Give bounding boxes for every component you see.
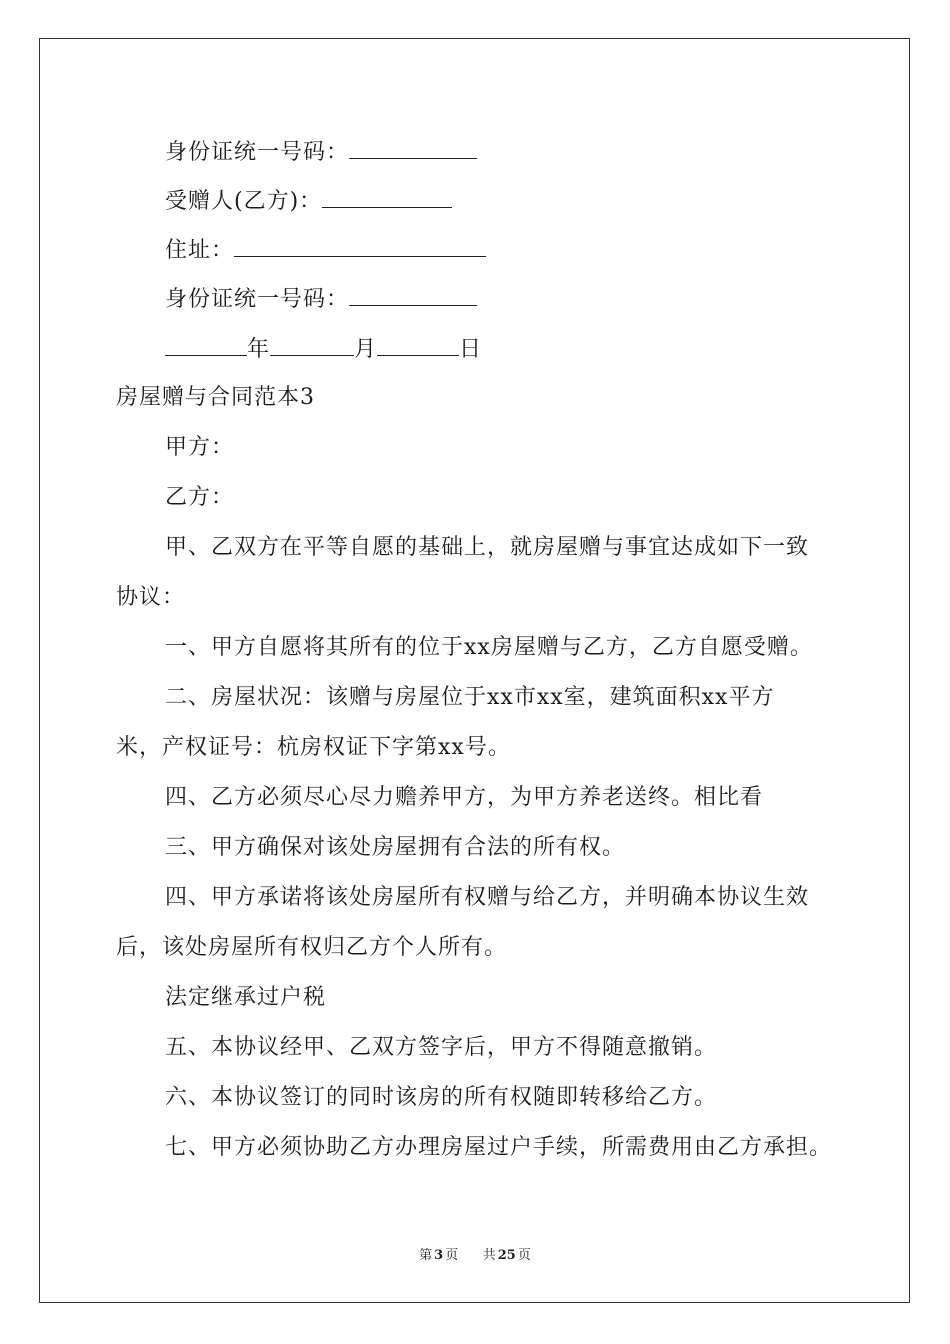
donee-id-blank	[349, 285, 477, 306]
address-label: 住址：	[165, 238, 235, 263]
donee-blank	[322, 187, 452, 208]
year-label: 年	[247, 337, 271, 362]
current-page-number: 3	[434, 1248, 444, 1263]
clause-2-line-1: 二、房屋状况：该赠与房屋位于xx市xx室，建筑面积xx平方	[165, 685, 775, 710]
clause-3: 三、甲方确保对该处房屋拥有合法的所有权。	[165, 835, 626, 860]
address-blank	[234, 236, 486, 257]
address-line	[165, 236, 486, 265]
clause-4b-line-1: 四、甲方承诺将该处房屋所有权赠与给乙方，并明确本协议生效	[165, 885, 810, 910]
intro-line-1: 甲、乙双方在平等自愿的基础上，就房屋赠与事宜达成如下一致	[165, 535, 810, 560]
day-blank	[377, 335, 459, 356]
donee-line	[165, 187, 452, 216]
donee-id-line	[165, 285, 477, 314]
clause-7: 七、甲方必须协助乙方办理房屋过户手续，所需费用由乙方承担。	[165, 1135, 833, 1160]
intro-line-2: 协议：	[116, 585, 186, 610]
donee-label: 受赠人(乙方)：	[165, 189, 323, 214]
clause-5: 五、本协议经甲、乙双方签字后，甲方不得随意撤销。	[165, 1035, 718, 1060]
page-indicator: 第 3 页	[419, 1248, 459, 1263]
clause-4b-line-2: 后，该处房屋所有权归乙方个人所有。	[116, 935, 508, 960]
note-line: 法定继承过户税	[165, 985, 327, 1010]
contract-heading: 房屋赠与合同范本3	[116, 385, 315, 410]
month-blank	[270, 335, 354, 356]
donor-id-blank	[349, 138, 477, 159]
clause-2-line-2: 米，产权证号：杭房权证下字第xx号。	[116, 735, 511, 760]
clause-4a: 四、乙方必须尽心尽力赡养甲方，为甲方养老送终。相比看	[165, 785, 764, 810]
party-a: 甲方：	[165, 435, 235, 460]
donor-id-label: 身份证统一号码：	[165, 140, 350, 165]
page-footer	[0, 1247, 950, 1265]
month-label: 月	[354, 337, 378, 362]
donee-id-label: 身份证统一号码：	[165, 287, 350, 312]
day-label: 日	[459, 337, 483, 362]
clause-1: 一、甲方自愿将其所有的位于xx房屋赠与乙方，乙方自愿受赠。	[165, 635, 813, 660]
page-border	[39, 38, 910, 1303]
year-blank	[165, 335, 247, 356]
clause-6: 六、本协议签订的同时该房的所有权随即转移给乙方。	[165, 1085, 718, 1110]
total-pages-indicator: 共 25 页	[482, 1248, 531, 1263]
total-page-number: 25	[497, 1248, 516, 1263]
donor-id-line	[165, 138, 477, 167]
party-b: 乙方：	[165, 485, 235, 510]
date-line	[165, 335, 482, 364]
